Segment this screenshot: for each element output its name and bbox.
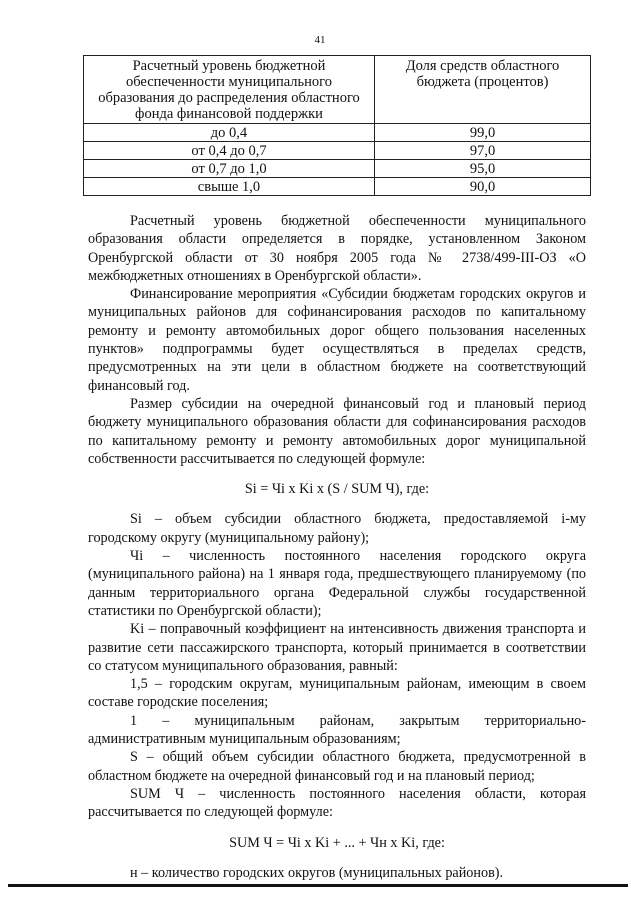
- definition-n: н – количество городских округов (муниципальных районов).: [130, 864, 504, 881]
- level-cell: от 0,4 до 0,7: [84, 142, 375, 160]
- level-cell: от 0,7 до 1,0: [84, 160, 375, 178]
- level-cell: до 0,4: [84, 124, 375, 142]
- table-row: [84, 178, 591, 196]
- header-budget-level: Расчетный уровень бюджетной обеспеченности муниципального образования до распределения областного фонда финансовой поддержки: [84, 56, 375, 124]
- share-cell: 97,0: [375, 142, 591, 160]
- document-body: [88, 212, 586, 882]
- subsidy-formula: Si = Чi x Ki x (S / SUM Ч), где:: [244, 481, 430, 498]
- table-row: [84, 160, 591, 178]
- definition-k-1-5: 1,5 – городским округам, муниципальным районам, имеющим в своем составе городские поселения;: [88, 676, 586, 711]
- definition-chi: Чi – численность постоянного населения городского округа (муниципального района) на 1 января года, предшествующего планируемому (по данным территориального органа Федеральной службы государственной статистики по Оренбургской области);: [88, 548, 586, 619]
- definition-si: Si – объем субсидии областного бюджета, предоставляемой i-му городскому округу (муниципальному району);: [88, 511, 586, 546]
- definition-sum: SUM Ч – численность постоянного населения области, которая рассчитывается по следующей формуле:: [88, 785, 586, 821]
- definition-k-1: 1 – муниципальным районам, закрытым территориально-административным муниципальным образованиям;: [88, 712, 586, 748]
- level-cell: свыше 1,0: [84, 178, 375, 196]
- paragraph-financing: Финансирование мероприятия «Субсидии бюджетам городских округов и муниципальных районов для софинансирования расходов по капитальному ремонту и ремонту автомобильных дорог общего пользования населенных пунктов» подпрограммы будет осуществляться в пределах средств, предусмотренных на эти цели в областном бюджете на соответствующий финансовый год.: [88, 286, 586, 394]
- table-row: [84, 124, 591, 142]
- table-row: [84, 142, 591, 160]
- definition-ki: Ki – поправочный коэффициент на интенсивность движения транспорта и развитие сети пассажирского транспорта, который принимается в соответствии со статусом муниципального образования, равный:: [88, 621, 586, 674]
- bottom-rule: [8, 884, 628, 887]
- population-formula: SUM Ч = Чi x Ki + ... + Чн x Ki, где:: [229, 834, 445, 851]
- paragraph-budget-level: Расчетный уровень бюджетной обеспеченности муниципального образования области определяется в порядке, установленном Законом Оренбургской области от 30 ноября 2005 года № 2738/499-III-ОЗ «О межбюджетных отношениях в Оренбургской области».: [88, 213, 586, 284]
- paragraph-subsidy-size: Размер субсидии на очередной финансовый год и плановый период бюджету муниципального образования области для софинансирования расходов по капитальному ремонту и ремонту автомобильных дорог муниципальной собственности рассчитывается по следующей формуле:: [88, 395, 586, 467]
- page-number: 41: [314, 34, 326, 46]
- share-cell: 99,0: [375, 124, 591, 142]
- share-cell: 95,0: [375, 160, 591, 178]
- definition-s: S – общий объем субсидии областного бюджета, предусмотренной в областном бюджете на очередной финансовый год и на плановый период;: [88, 749, 586, 784]
- budget-share-table: [83, 55, 591, 196]
- share-cell: 90,0: [375, 178, 591, 196]
- header-regional-share: Доля средств областного бюджета (процентов): [375, 56, 591, 124]
- table-header-row: [84, 56, 591, 124]
